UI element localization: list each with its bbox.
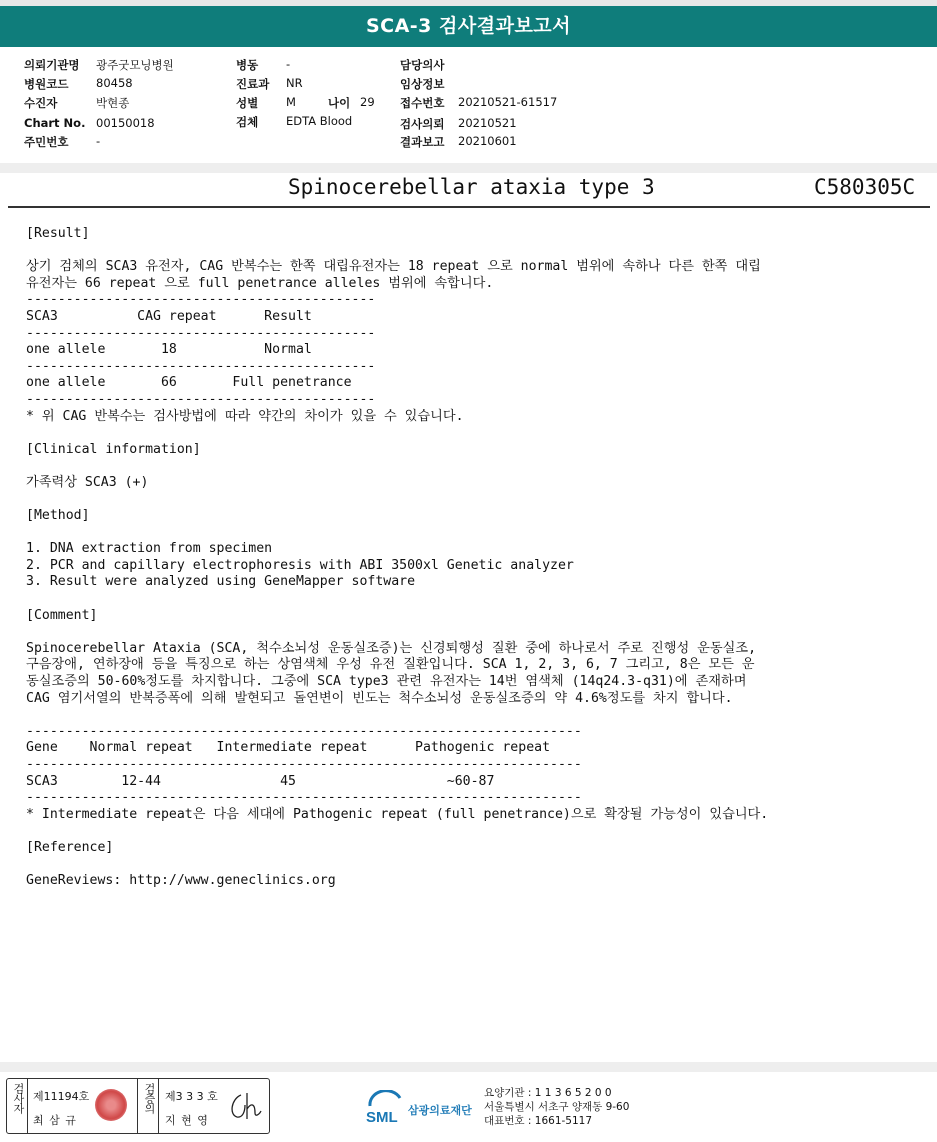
info-label: 나이 — [328, 96, 351, 110]
report-banner-title: SCA-3 검사결과보고서 — [0, 6, 937, 47]
info-label: 접수번호 — [400, 96, 445, 110]
info-value: 00150018 — [96, 116, 155, 130]
text-line: [Comment] — [26, 607, 98, 623]
info-value: 29 — [360, 95, 375, 109]
text-line: SCA3 CAG repeat Result — [26, 308, 312, 324]
info-value: 광주굿모닝병원 — [96, 58, 174, 72]
org-phone: 대표번호 : 1661-5117 — [484, 1115, 593, 1127]
text-line — [26, 707, 916, 724]
org-name: 삼광의료재단 — [408, 1104, 472, 1117]
info-value: 20210521-61517 — [458, 95, 558, 109]
info-label: 수진자 — [24, 96, 58, 110]
text-line — [26, 823, 916, 840]
verifier-name: 지 현 영 — [165, 1114, 209, 1127]
info-label: Chart No. — [24, 116, 86, 130]
info-value: EDTA Blood — [286, 114, 353, 128]
text-line — [26, 243, 916, 260]
text-line: 가족력상 SCA3 (+) — [26, 474, 149, 490]
signer-license-no: 제11194호 — [33, 1090, 90, 1103]
info-label: 임상정보 — [400, 77, 445, 91]
text-line: 구음장애, 연하장애 등을 특징으로 하는 상염색체 우성 유전 질환입니다. SCA 1, 2, 3, 6, 7 그리고, 8은 모든 운 — [26, 657, 755, 673]
text-line — [26, 525, 916, 542]
text-line: * 위 CAG 반복수는 검사방법에 따라 약간의 차이가 있을 수 있습니다. — [26, 408, 464, 424]
text-line — [26, 458, 916, 475]
text-line — [26, 857, 916, 874]
text-line: SCA3 12-44 45 ~60-87 — [26, 773, 495, 789]
info-label: 결과보고 — [400, 135, 445, 149]
report-test-title: Spinocerebellar ataxia type 3 — [288, 175, 655, 199]
text-line — [26, 425, 916, 442]
info-label: 검체 — [236, 115, 259, 129]
info-value: M — [286, 95, 296, 109]
text-line: Spinocerebellar Ataxia (SCA, 척수소뇌성 운동실조증)는 신경퇴행성 질환 중에 하나로서 주로 진행성 운동실조, — [26, 640, 757, 656]
handwritten-signature-icon — [227, 1089, 263, 1123]
text-line: * Intermediate repeat은 다음 세대에 Pathogenic repeat (full penetrance)으로 확장될 가능성이 있습니다. — [26, 806, 769, 822]
info-value: - — [286, 57, 291, 71]
info-label: 검사의뢰 — [400, 117, 445, 131]
table-rule: -------------------------------------------- — [26, 325, 376, 341]
text-line: 동실조증의 50-60%정도를 차지합니다. 그중에 SCA type3 관련 유전자는 14번 염색체 (14q24.3-q31)에 존재하며 — [26, 674, 747, 690]
info-label: 병원코드 — [24, 77, 69, 91]
text-line: [Clinical information] — [26, 441, 201, 457]
table-rule: -------------------------------------------- — [26, 292, 376, 308]
info-label: 주민번호 — [24, 135, 69, 149]
table-rule: -------------------------------------------- — [26, 358, 376, 374]
text-line: 3. Result were analyzed using GeneMapper software — [26, 574, 416, 590]
title-underline — [8, 206, 930, 208]
info-label: 담당의사 — [400, 58, 445, 72]
verifier-role-label: 검증의 — [143, 1083, 156, 1113]
table-rule: ---------------------------------------------------------------------- — [26, 757, 582, 772]
divider-band — [0, 163, 937, 173]
table-rule: -------------------------------------------- — [26, 391, 376, 407]
text-line: one allele 18 Normal — [26, 342, 312, 358]
report-test-code: C580305C — [814, 175, 916, 199]
text-line: [Result] — [26, 226, 90, 241]
text-line: GeneReviews: http://www.geneclinics.org — [26, 873, 336, 889]
org-contact-info — [484, 1086, 629, 1128]
seal-stamp-icon — [95, 1089, 127, 1121]
sml-logo-mark-icon — [366, 1090, 406, 1124]
info-value: 박현종 — [96, 96, 130, 110]
text-line: CAG 염기서열의 반복증폭에 의해 발현되고 돌연변이 빈도는 척수소뇌성 운동실조증의 약 4.6%정도를 차지 합니다. — [26, 690, 733, 706]
footer-band — [0, 1062, 937, 1072]
table-rule: ---------------------------------------------------------------------- — [26, 790, 582, 806]
text-line: 2. PCR and capillary electrophoresis with ABI 3500xl Genetic analyzer — [26, 557, 574, 573]
text-line — [26, 624, 916, 641]
info-label: 진료과 — [236, 77, 270, 91]
info-value: 20210521 — [458, 116, 517, 130]
report-body-text — [26, 226, 916, 890]
logo-text: SML — [366, 1109, 398, 1124]
info-label: 성별 — [236, 96, 259, 110]
text-line: 유전자는 66 repeat 으로 full penetrance alleles 범위에 속합니다. — [26, 275, 494, 291]
info-value: - — [96, 134, 101, 148]
info-label: 의뢰기관명 — [24, 58, 80, 72]
verifier-license-no: 제3 3 3 호 — [165, 1090, 218, 1103]
info-value: 80458 — [96, 76, 133, 90]
text-line: Gene Normal repeat Intermediate repeat Pathogenic repeat — [26, 740, 551, 756]
signer-name: 최 삼 규 — [33, 1114, 77, 1127]
info-label: 병동 — [236, 58, 259, 72]
org-code: 요양기관 : 1 1 3 6 5 2 0 0 — [484, 1087, 612, 1099]
signer-role-label: 검사자 — [12, 1083, 25, 1113]
info-value: NR — [286, 76, 303, 90]
table-rule: ---------------------------------------------------------------------- — [26, 723, 582, 739]
text-line: 상기 검체의 SCA3 유전자, CAG 반복수는 한쪽 대립유전자는 18 repeat 으로 normal 범위에 속하나 다른 한쪽 대립 — [26, 259, 761, 275]
text-line — [26, 591, 916, 608]
signature-box — [6, 1078, 270, 1134]
text-line: [Method] — [26, 508, 90, 524]
org-address: 서울특별시 서초구 양재동 9-60 — [484, 1101, 630, 1113]
text-line — [26, 492, 916, 509]
sml-logo — [366, 1090, 472, 1128]
text-line: one allele 66 Full penetrance — [26, 375, 352, 391]
info-value: 20210601 — [458, 134, 517, 148]
text-line: [Reference] — [26, 839, 114, 855]
text-line: 1. DNA extraction from specimen — [26, 541, 273, 557]
